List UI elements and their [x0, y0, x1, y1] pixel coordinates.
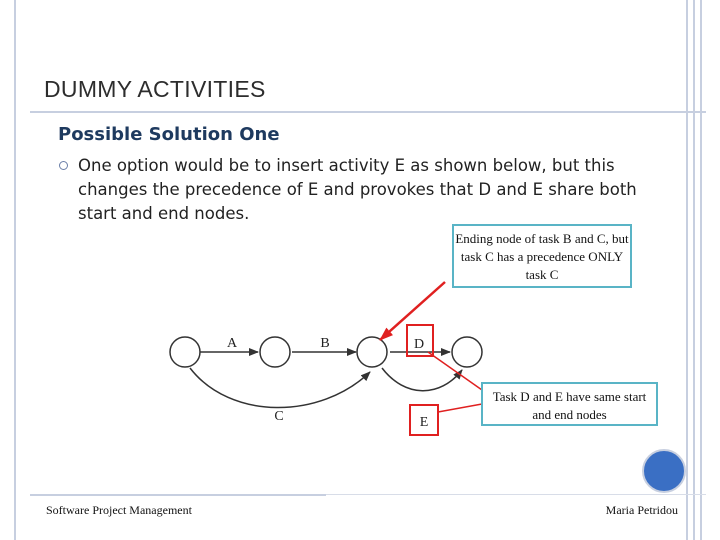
footer-divider — [30, 494, 326, 496]
decor-circle — [642, 449, 686, 493]
slide-subtitle: Possible Solution One — [58, 124, 280, 145]
label-b: B — [320, 336, 330, 351]
label-c: C — [274, 409, 284, 424]
footer-author: Maria Petridou — [605, 503, 678, 517]
bullet-text: One option would be to insert activity E as shown below, but this changes the precedence of E and provokes that D and E share both start and end nodes. — [78, 156, 637, 223]
label-e: E — [419, 415, 429, 430]
edge-e — [382, 368, 462, 391]
node-4 — [452, 337, 482, 367]
pointer-line-to-e — [438, 404, 482, 412]
node-1 — [170, 337, 200, 367]
node-2 — [260, 337, 290, 367]
pointer-arrow-ending-node — [380, 282, 445, 340]
slide-title: DUMMY ACTIVITIES — [44, 76, 266, 102]
callout-ending-node: Ending node of task B and C, but task C has a precedence ONLY task C — [452, 224, 632, 288]
node-3 — [357, 337, 387, 367]
label-a: A — [226, 336, 238, 351]
footer-divider — [326, 494, 706, 495]
footer-course: Software Project Management — [46, 503, 192, 517]
callout-shared-nodes: Task D and E have same start and end nodes — [481, 382, 658, 426]
label-d: D — [413, 337, 425, 352]
edge-c — [190, 368, 370, 408]
